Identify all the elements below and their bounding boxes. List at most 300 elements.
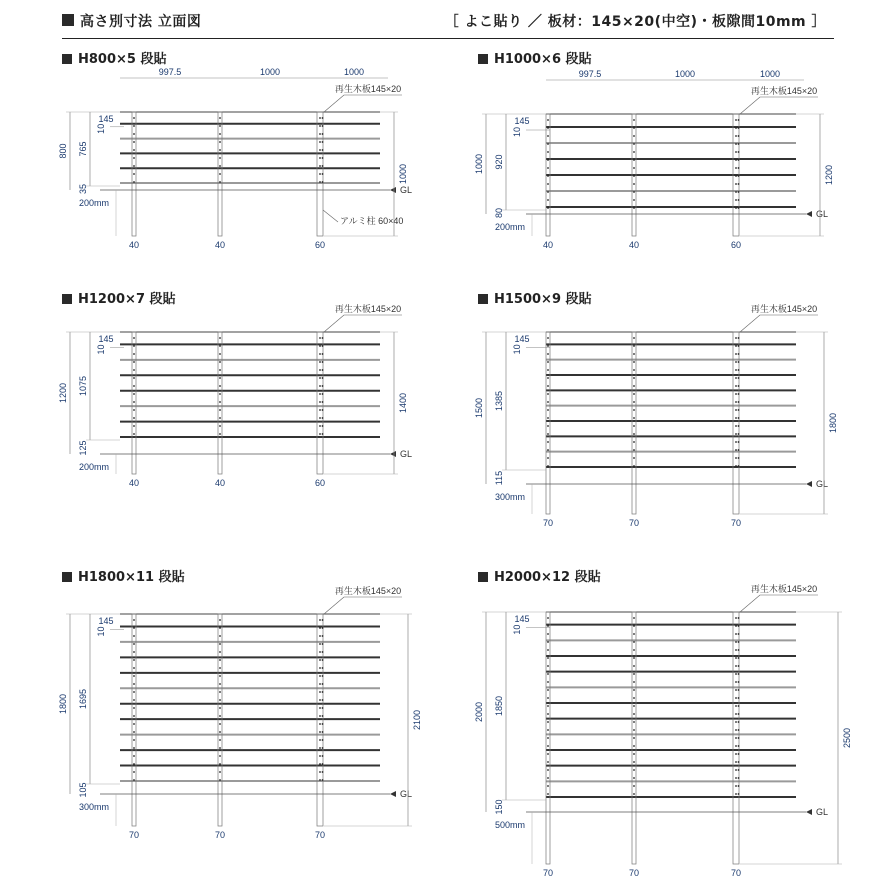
screw-dot (133, 125, 135, 127)
board-width-dim: 145 (514, 614, 530, 624)
screw-dot (633, 401, 635, 403)
screw-dot (738, 369, 740, 371)
screw-dot (547, 769, 549, 771)
screw-dot (735, 657, 737, 659)
screw-dot (738, 665, 740, 667)
screw-dot (547, 745, 549, 747)
screw-dot (633, 793, 635, 795)
screw-dot (633, 369, 635, 371)
screw-dot (547, 369, 549, 371)
embed-depth-dim: 500mm (494, 820, 526, 830)
screw-dot (633, 183, 635, 185)
screw-dot (633, 713, 635, 715)
screw-dot (735, 151, 737, 153)
screw-dot (319, 417, 321, 419)
screw-dot (633, 705, 635, 707)
screw-dot (735, 127, 737, 129)
screw-dot (547, 737, 549, 739)
screw-dot (319, 393, 321, 395)
screw-dot (322, 361, 324, 363)
screw-dot (319, 165, 321, 167)
screw-dot (319, 369, 321, 371)
screw-dot (219, 157, 221, 159)
screw-dot (219, 425, 221, 427)
panel-h1500 (474, 288, 838, 538)
screw-dot (322, 739, 324, 741)
screw-dot (633, 377, 635, 379)
screw-dot (735, 167, 737, 169)
screw-dot (738, 337, 740, 339)
screw-dot (547, 633, 549, 635)
screw-dot (547, 127, 549, 129)
screw-dot (133, 779, 135, 781)
screw-dot (133, 117, 135, 119)
screw-dot (219, 433, 221, 435)
post-width-label: 40 (128, 240, 140, 250)
screw-dot (319, 117, 321, 119)
screw-dot (735, 207, 737, 209)
screw-dot (738, 151, 740, 153)
screw-dot (738, 433, 740, 435)
screw-dot (633, 417, 635, 419)
gl-label: GL (400, 449, 413, 459)
post-width-label: 70 (628, 518, 640, 528)
screw-dot (133, 361, 135, 363)
screw-dot (322, 667, 324, 669)
embed-depth-dim: 300mm (494, 492, 526, 502)
screw-dot (133, 667, 135, 669)
screw-dot (738, 617, 740, 619)
post-width-label: 60 (314, 240, 326, 250)
screw-dot (547, 401, 549, 403)
screw-dot (133, 699, 135, 701)
screw-dot (319, 659, 321, 661)
screw-dot (633, 697, 635, 699)
board-note-leader (324, 95, 344, 112)
height-dim: 800 (58, 143, 68, 159)
screw-dot (633, 175, 635, 177)
screw-dot (735, 353, 737, 355)
screw-dot (219, 337, 221, 339)
screw-dot (633, 409, 635, 411)
screw-dot (133, 157, 135, 159)
screw-dot (735, 777, 737, 779)
screw-dot (633, 673, 635, 675)
screw-dot (633, 199, 635, 201)
screw-dot (133, 417, 135, 419)
screw-dot (319, 619, 321, 621)
screw-dot (547, 777, 549, 779)
elevation-drawing (58, 48, 413, 250)
screw-dot (735, 175, 737, 177)
screw-dot (735, 673, 737, 675)
screw-dot (133, 739, 135, 741)
screw-dot (738, 649, 740, 651)
screw-dot (133, 353, 135, 355)
screw-dot (735, 441, 737, 443)
screw-dot (738, 401, 740, 403)
post-spec-label: アルミ柱 60×40 (340, 216, 404, 226)
screw-dot (547, 119, 549, 121)
screw-dot (322, 141, 324, 143)
screw-dot (322, 173, 324, 175)
screw-dot (547, 409, 549, 411)
screw-dot (735, 641, 737, 643)
screw-dot (319, 667, 321, 669)
screw-dot (322, 433, 324, 435)
screw-dot (633, 353, 635, 355)
screw-dot (133, 723, 135, 725)
screw-dot (547, 449, 549, 451)
post-total-dim: 1000 (398, 163, 408, 185)
elevation-drawing (58, 288, 413, 498)
screw-dot (133, 651, 135, 653)
screw-dot (219, 125, 221, 127)
screw-dot (547, 721, 549, 723)
screw-dot (319, 173, 321, 175)
screw-dot (322, 401, 324, 403)
screw-dot (322, 181, 324, 183)
screw-dot (633, 665, 635, 667)
screw-dot (547, 191, 549, 193)
screw-dot (735, 401, 737, 403)
screw-dot (547, 761, 549, 763)
screw-dot (319, 763, 321, 765)
screw-dot (735, 697, 737, 699)
screw-dot (322, 369, 324, 371)
board-note-leader (324, 597, 344, 614)
screw-dot (219, 165, 221, 167)
screw-dot (633, 737, 635, 739)
screw-dot (322, 117, 324, 119)
screw-dot (738, 465, 740, 467)
post-width-label: 40 (214, 478, 226, 488)
screw-dot (735, 737, 737, 739)
screw-dot (735, 199, 737, 201)
bottom-gap-dim: 35 (78, 183, 88, 195)
screw-dot (633, 337, 635, 339)
gl-arrow-icon (390, 187, 396, 193)
bottom-gap-dim: 105 (78, 782, 88, 798)
screw-dot (738, 385, 740, 387)
screw-dot (219, 345, 221, 347)
screw-dot (219, 353, 221, 355)
screw-dot (735, 633, 737, 635)
screw-dot (322, 763, 324, 765)
screw-dot (219, 409, 221, 411)
screw-dot (133, 165, 135, 167)
bottom-gap-dim: 115 (494, 470, 504, 486)
screw-dot (133, 149, 135, 151)
screw-dot (547, 135, 549, 137)
screw-dot (735, 183, 737, 185)
screw-dot (738, 377, 740, 379)
screw-dot (322, 675, 324, 677)
screw-dot (735, 361, 737, 363)
board-width-dim: 145 (514, 334, 530, 344)
screw-dot (219, 707, 221, 709)
screw-dot (219, 643, 221, 645)
screw-dot (735, 681, 737, 683)
board-gap-dim: 10 (96, 123, 106, 134)
embed-depth-dim: 200mm (78, 462, 110, 472)
screw-dot (633, 641, 635, 643)
screw-dot (633, 649, 635, 651)
screw-dot (633, 385, 635, 387)
screw-dot (633, 441, 635, 443)
screw-dot (319, 377, 321, 379)
screw-dot (547, 425, 549, 427)
embed-depth-dim: 200mm (494, 222, 526, 232)
screw-dot (633, 457, 635, 459)
screw-dot (738, 207, 740, 209)
screw-dot (735, 345, 737, 347)
post-width-label: 40 (628, 240, 640, 250)
screw-dot (735, 713, 737, 715)
screw-dot (133, 747, 135, 749)
gl-label: GL (816, 479, 829, 489)
screw-dot (219, 117, 221, 119)
post-width-label: 40 (128, 478, 140, 488)
screw-dot (219, 675, 221, 677)
screw-dot (547, 175, 549, 177)
screw-dot (738, 769, 740, 771)
screw-dot (738, 409, 740, 411)
board-gap-dim: 10 (512, 344, 522, 355)
screw-dot (219, 715, 221, 717)
screw-dot (219, 683, 221, 685)
screw-dot (738, 417, 740, 419)
screw-dot (735, 705, 737, 707)
panel-title: H1500×9 段貼 (478, 288, 592, 307)
boards-height-dim: 1385 (494, 390, 504, 412)
screw-dot (633, 159, 635, 161)
board-width-dim: 145 (98, 616, 114, 626)
screw-dot (319, 691, 321, 693)
screw-dot (547, 657, 549, 659)
screw-dot (322, 393, 324, 395)
screw-dot (319, 157, 321, 159)
screw-dot (633, 761, 635, 763)
panel-h1200 (58, 288, 413, 498)
panel-title: H2000×12 段貼 (478, 566, 601, 585)
screw-dot (738, 361, 740, 363)
screw-dot (633, 785, 635, 787)
post-width-label: 70 (730, 518, 742, 528)
screw-dot (133, 691, 135, 693)
screw-dot (322, 149, 324, 151)
screw-dot (547, 673, 549, 675)
screw-dot (738, 175, 740, 177)
screw-dot (735, 721, 737, 723)
screw-dot (738, 167, 740, 169)
screw-dot (133, 643, 135, 645)
board-spec-label: 再生木板145×20 (750, 86, 818, 96)
screw-dot (219, 361, 221, 363)
screw-dot (738, 183, 740, 185)
screw-dot (319, 149, 321, 151)
screw-dot (219, 691, 221, 693)
gl-label: GL (816, 807, 829, 817)
screw-dot (547, 441, 549, 443)
screw-dot (133, 141, 135, 143)
screw-dot (738, 753, 740, 755)
screw-dot (322, 377, 324, 379)
gl-arrow-icon (806, 481, 812, 487)
screw-dot (133, 401, 135, 403)
screw-dot (219, 635, 221, 637)
board-width-dim: 145 (98, 334, 114, 344)
panel-h1800 (58, 566, 422, 856)
screw-dot (322, 417, 324, 419)
screw-dot (547, 729, 549, 731)
screw-dot (322, 643, 324, 645)
screw-dot (133, 337, 135, 339)
screw-dot (319, 401, 321, 403)
screw-dot (547, 753, 549, 755)
embed-depth-dim: 200mm (78, 198, 110, 208)
gl-arrow-icon (806, 809, 812, 815)
board-gap-dim: 10 (512, 126, 522, 138)
screw-dot (735, 465, 737, 467)
screw-dot (133, 173, 135, 175)
screw-dot (319, 361, 321, 363)
screw-dot (547, 393, 549, 395)
screw-dot (133, 627, 135, 629)
height-dim: 1800 (58, 693, 68, 715)
screw-dot (133, 619, 135, 621)
screw-dot (219, 771, 221, 773)
screw-dot (547, 689, 549, 691)
screw-dot (633, 745, 635, 747)
screw-dot (219, 149, 221, 151)
screw-dot (319, 125, 321, 127)
screw-dot (219, 739, 221, 741)
post-width-label: 70 (314, 830, 326, 840)
screw-dot (547, 641, 549, 643)
screw-dot (319, 755, 321, 757)
screw-dot (322, 409, 324, 411)
board-width-dim: 145 (514, 116, 530, 126)
screw-dot (219, 667, 221, 669)
screw-dot (219, 659, 221, 661)
screw-dot (319, 715, 321, 717)
screw-dot (319, 337, 321, 339)
screw-dot (735, 135, 737, 137)
gl-arrow-icon (390, 791, 396, 797)
screw-dot (633, 425, 635, 427)
screw-dot (735, 377, 737, 379)
panel-title: H800×5 段貼 (62, 48, 166, 67)
bottom-gap-dim: 80 (494, 207, 504, 219)
screw-dot (547, 207, 549, 209)
board-spec-label: 再生木板145×20 (334, 586, 402, 596)
screw-dot (735, 761, 737, 763)
screw-dot (133, 755, 135, 757)
screw-dot (322, 715, 324, 717)
board-gap-dim: 10 (512, 624, 522, 635)
screw-dot (133, 763, 135, 765)
boards-height-dim: 765 (78, 141, 88, 157)
screw-dot (547, 385, 549, 387)
gl-arrow-icon (806, 211, 812, 217)
screw-dot (738, 697, 740, 699)
screw-dot (738, 705, 740, 707)
screw-dot (133, 369, 135, 371)
screw-dot (547, 361, 549, 363)
screw-dot (133, 393, 135, 395)
screw-dot (219, 141, 221, 143)
screw-dot (738, 657, 740, 659)
screw-dot (547, 337, 549, 339)
screw-dot (738, 199, 740, 201)
screw-dot (322, 165, 324, 167)
boards-height-dim: 1695 (78, 688, 88, 710)
screw-dot (322, 779, 324, 781)
gl-label: GL (816, 209, 829, 219)
screw-dot (219, 393, 221, 395)
screw-dot (133, 675, 135, 677)
screw-dot (738, 191, 740, 193)
screw-dot (322, 747, 324, 749)
height-dim: 2000 (474, 701, 484, 723)
screw-dot (735, 617, 737, 619)
screw-dot (319, 181, 321, 183)
screw-dot (738, 127, 740, 129)
screw-dot (219, 627, 221, 629)
post-width-label: 70 (542, 518, 554, 528)
screw-dot (738, 793, 740, 795)
screw-dot (633, 167, 635, 169)
screw-dot (547, 199, 549, 201)
board-note-leader (740, 97, 760, 114)
screw-dot (322, 425, 324, 427)
screw-dot (738, 441, 740, 443)
screw-dot (133, 433, 135, 435)
screw-dot (319, 627, 321, 629)
screw-dot (735, 729, 737, 731)
screw-dot (633, 127, 635, 129)
screw-dot (735, 337, 737, 339)
screw-dot (322, 337, 324, 339)
screw-dot (633, 345, 635, 347)
screw-dot (133, 715, 135, 717)
post-width-label: 40 (214, 240, 226, 250)
screw-dot (322, 385, 324, 387)
screw-dot (738, 119, 740, 121)
post-total-dim: 1400 (398, 392, 408, 414)
screw-dot (735, 449, 737, 451)
screw-dot (738, 143, 740, 145)
screw-dot (219, 181, 221, 183)
screw-dot (219, 731, 221, 733)
height-dim: 1000 (474, 153, 484, 175)
screw-dot (319, 779, 321, 781)
elevation-drawing (474, 48, 834, 258)
board-gap-dim: 10 (96, 344, 106, 355)
screw-dot (633, 433, 635, 435)
screw-dot (547, 665, 549, 667)
screw-dot (738, 457, 740, 459)
screw-dot (133, 345, 135, 347)
post-note-leader (323, 210, 338, 222)
post-span-dim: 1000 (674, 69, 696, 79)
screw-dot (735, 745, 737, 747)
screw-dot (738, 425, 740, 427)
screw-dot (219, 747, 221, 749)
screw-dot (633, 681, 635, 683)
board-spec-label: 再生木板145×20 (334, 304, 402, 314)
